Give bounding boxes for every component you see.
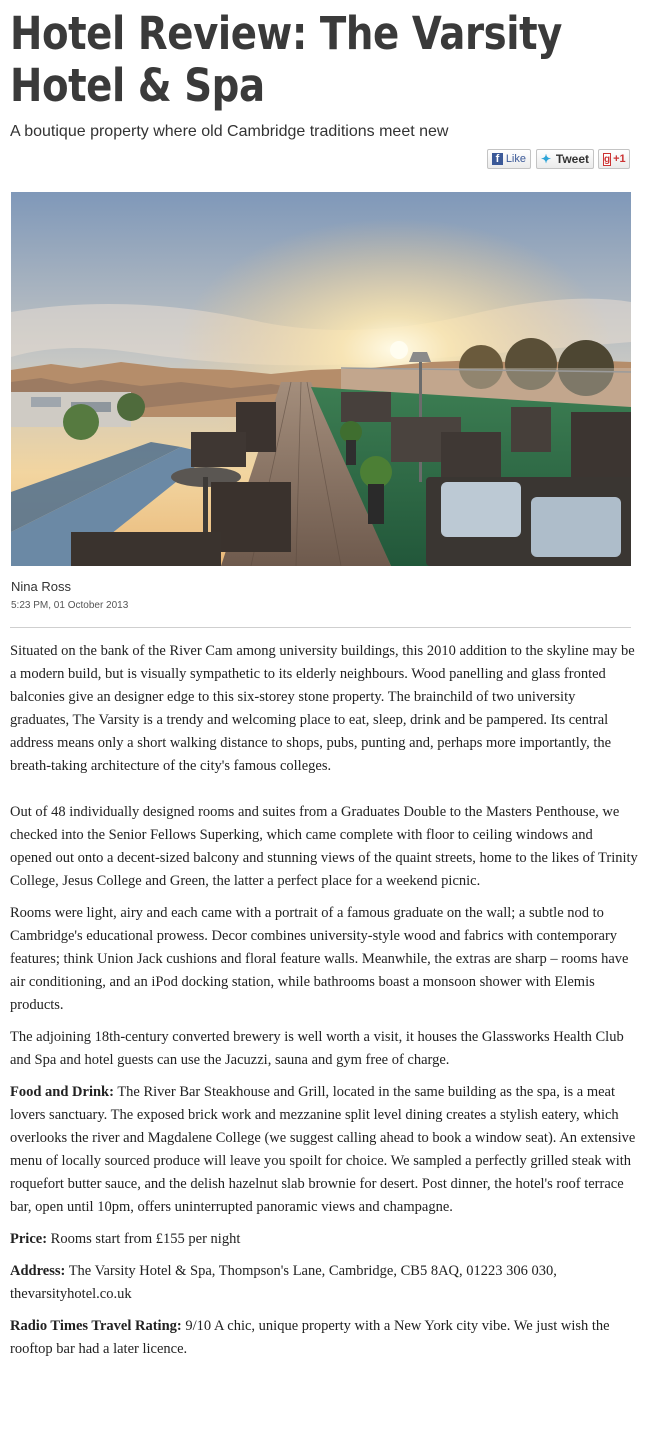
rating-label: Radio Times Travel Rating: [10, 1318, 182, 1334]
publish-date: 5:23 PM, 01 October 2013 [11, 600, 129, 611]
address-label: Address: [10, 1263, 66, 1279]
price-text: Rooms start from £155 per night [47, 1231, 241, 1247]
article-paragraph: Situated on the bank of the River Cam among university buildings, this 2010 addition to the skyline may be a modern build, but is visually sympathetic to its elderly neighbours. Wood panelling and glass fronted balconies give an designer edge to this six-storey stone property. The brainchild of two university graduates, The Varsity is a trendy and welcoming place to eat, sleep, drink and be pampered. Its central address means only a short walking distance to shops, pubs, punting and, perhaps more importantly, the breath-taking architecture of the city's famous colleges. [10, 643, 635, 774]
facebook-like-label: Like [505, 153, 526, 165]
tweet-button[interactable] [536, 149, 594, 169]
author-name[interactable]: Nina Ross [11, 579, 71, 594]
google-plus-one-button[interactable] [598, 149, 630, 169]
hero-image [11, 192, 631, 566]
address-text: The Varsity Hotel & Spa, Thompson's Lane, Cambridge, CB5 8AQ, 01223 306 030, thevarsityhotel.co.uk [10, 1263, 557, 1302]
page-title: Hotel Review: The Varsity Hotel & Spa [10, 7, 562, 112]
page-subtitle: A boutique property where old Cambridge traditions meet new [10, 123, 449, 140]
tweet-label: Tweet [555, 152, 589, 166]
twitter-bird-icon: ✦ [541, 151, 552, 166]
rooftop-terrace-photo [11, 192, 631, 566]
facebook-like-button[interactable] [487, 149, 531, 169]
address-section [10, 1260, 638, 1306]
food-and-drink-label: Food and Drink: [10, 1084, 114, 1100]
google-plus-label: +1 [613, 153, 626, 165]
google-plus-icon: g [604, 153, 611, 165]
rating-text: 9/10 A chic, unique property with a New York city vibe. We just wish the rooftop bar had a later licence. [10, 1318, 610, 1357]
rating-section [10, 1315, 638, 1361]
price-section [10, 1228, 638, 1251]
article-paragraph: Out of 48 individually designed rooms and suites from a Graduates Double to the Masters Penthouse, we checked into the Senior Fellows Superking, which came complete with floor to ceiling windows and opened out onto a decent-sized balcony and stunning views of the quaint streets, home to the likes of Trinity College, Jesus College and Green, the latter a perfect place for a weekend picnic. [10, 804, 638, 889]
article-paragraph: The adjoining 18th-century converted brewery is well worth a visit, it houses the Glassworks Health Club and Spa and hotel guests can use the Jacuzzi, sauna and gym free of charge. [10, 1029, 624, 1068]
article-body [10, 640, 638, 1361]
article-paragraph: Rooms were light, airy and each came with a portrait of a famous graduate on the wall; a subtle nod to Cambridge's educational prowess. Decor combines university-style wood and fabrics with contemporary features; think Union Jack cushions and floral feature walls. Meanwhile, the extras are sharp – rooms have air conditioning, and an iPod docking station, while bathrooms boast a monsoon shower with Elemis products. [10, 905, 629, 1013]
byline-divider [10, 627, 631, 628]
food-and-drink-section [10, 1081, 638, 1219]
facebook-icon: f [492, 153, 503, 165]
price-label: Price: [10, 1231, 48, 1247]
food-and-drink-text: The River Bar Steakhouse and Grill, located in the same building as the spa, is a meat lovers sanctuary. The exposed brick work and mezzanine split level dining creates a stylish eatery, which overlooks the river and Magdalene College (we suggest calling ahead to book a window seat). An extensive menu of locally sourced produce will leave you spoilt for choice. We sampled a perfectly grilled steak with roquefort butter sauce, and the delish hazelnut slab brownie for desert. Post dinner, the hotel's roof terrace bar, open until 10pm, offers uninterrupted panoramic views and champagne. [10, 1084, 636, 1215]
